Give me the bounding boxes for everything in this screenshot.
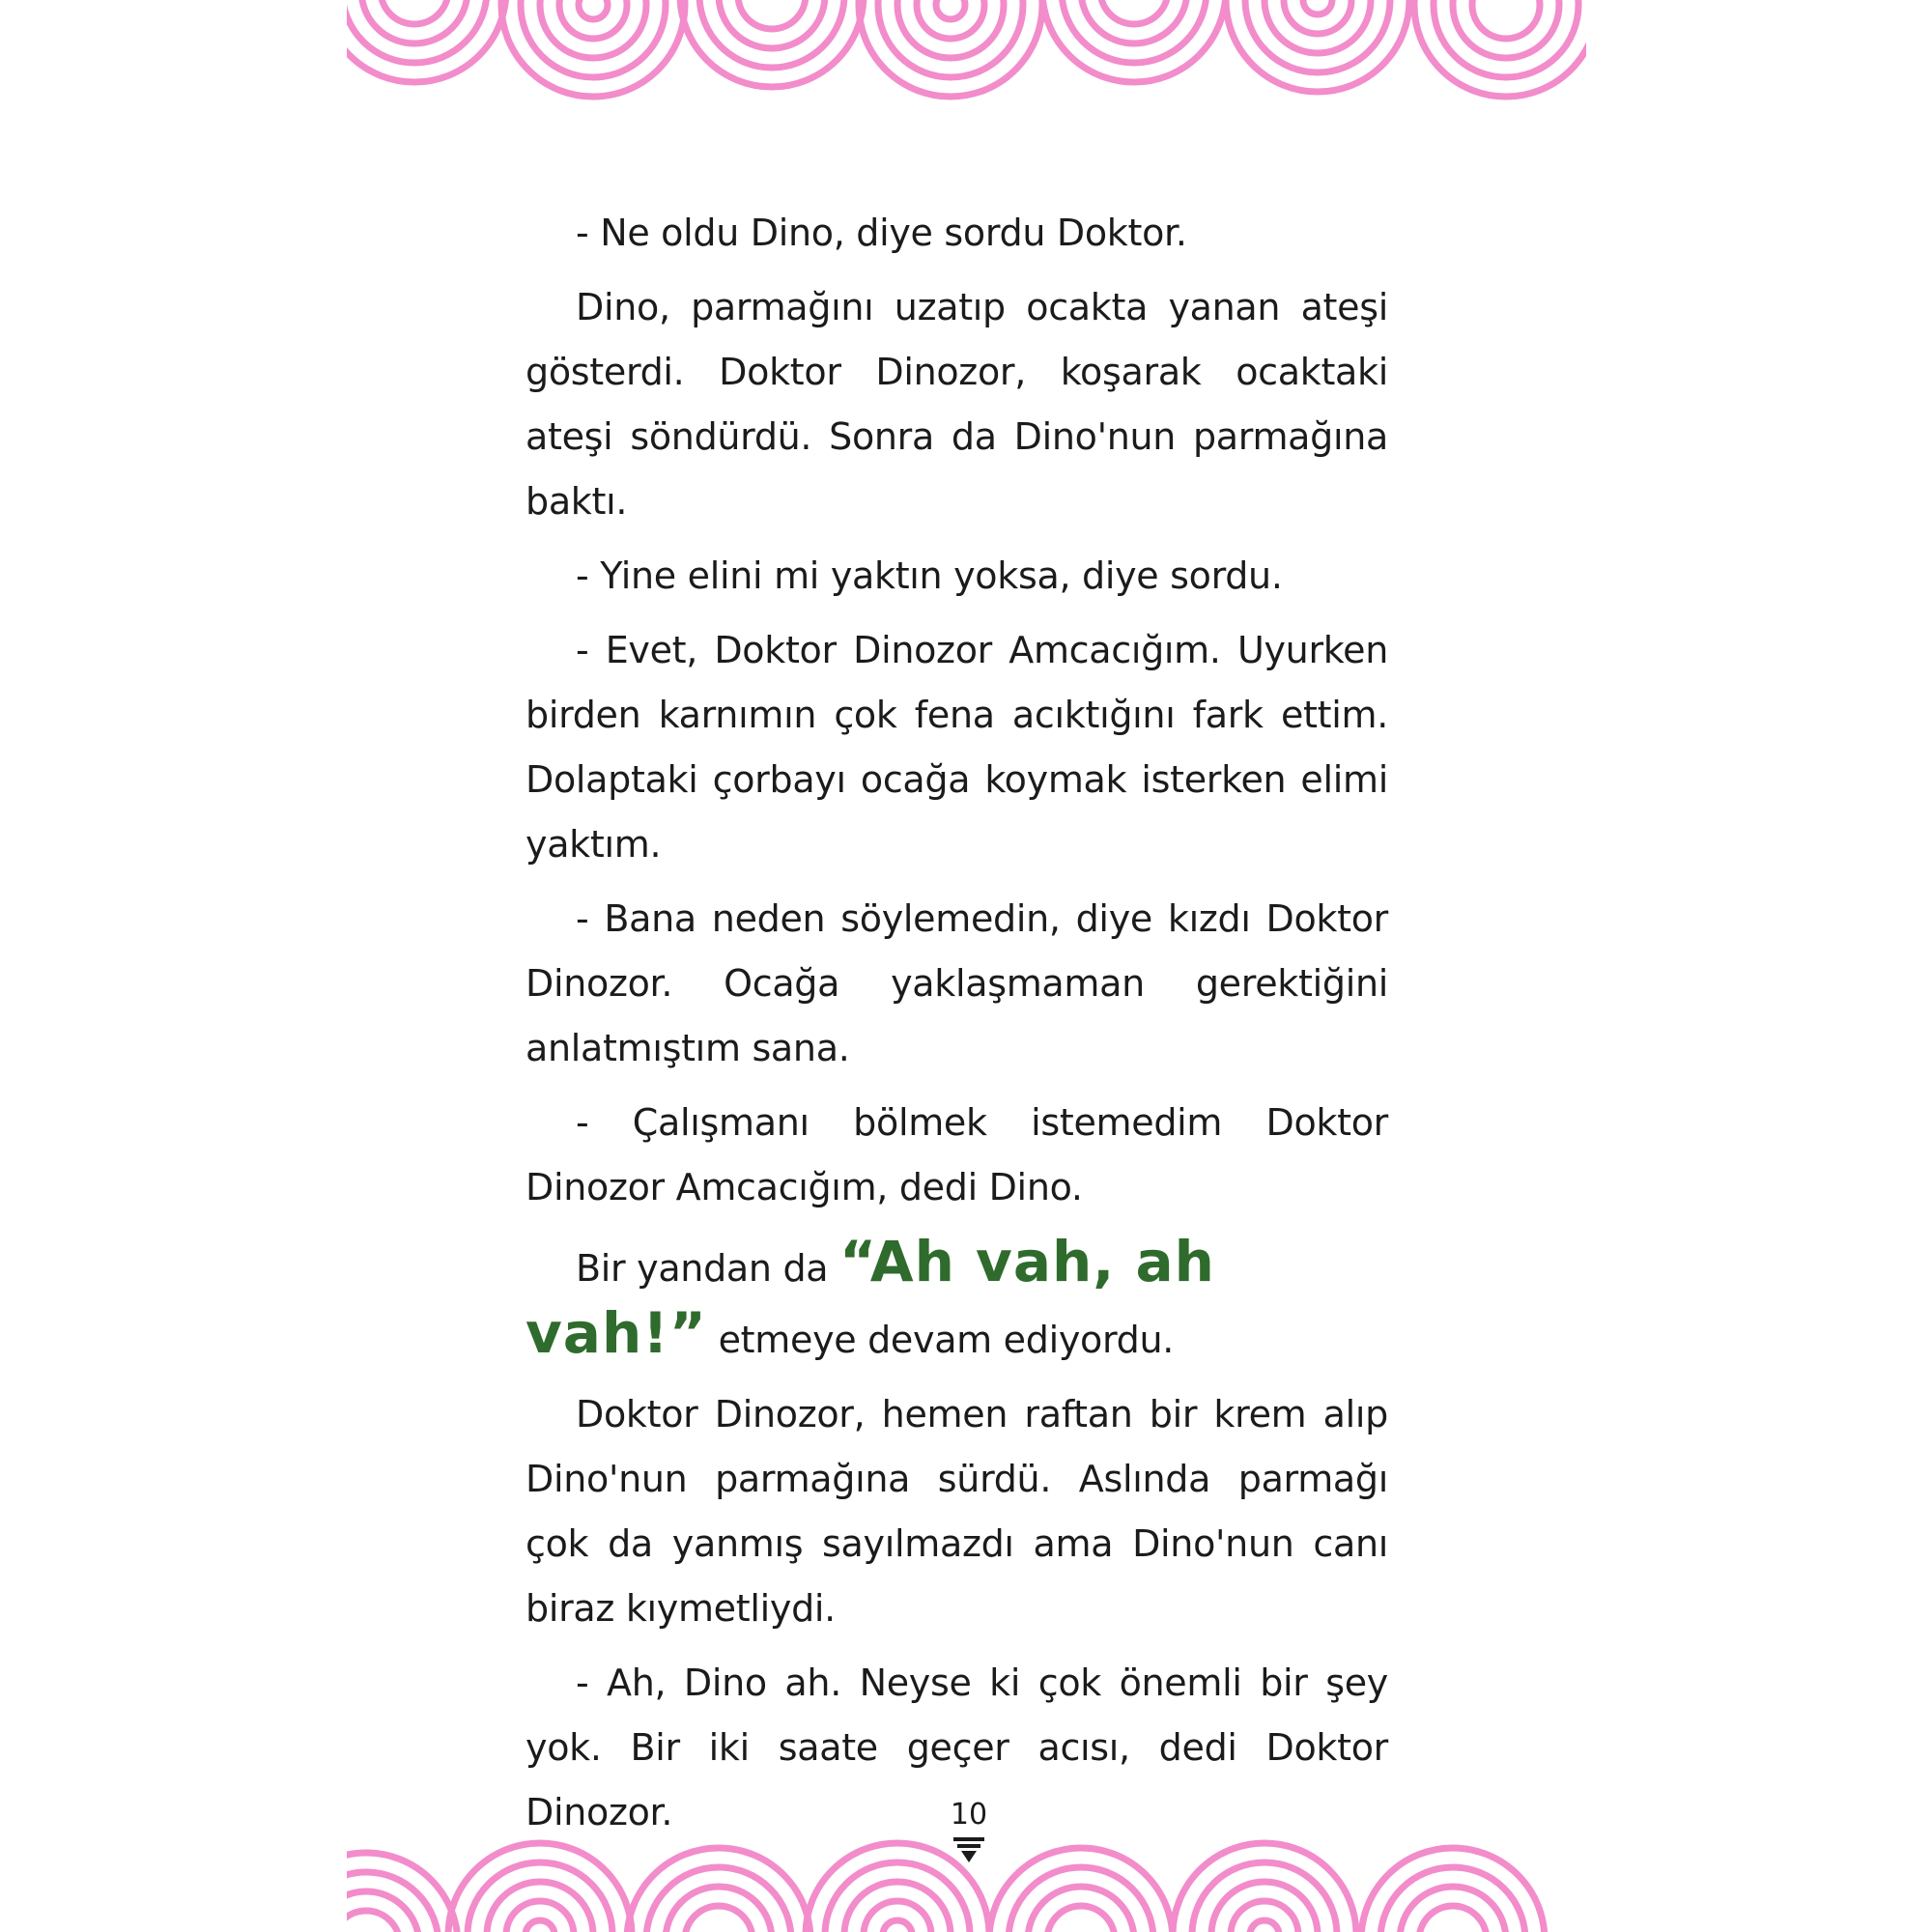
swirl-decoration <box>859 0 1042 97</box>
swirl-decoration <box>347 1853 458 1932</box>
book-page <box>347 0 1586 1932</box>
paragraph: - Ah, Dino ah. Neyse ki çok önemli bir şey yok. Bir iki saate geçer acısı, dedi Doktor Dinozor. <box>526 1662 1388 1833</box>
exclaim-after: etmeye devam ediyordu. <box>706 1319 1175 1361</box>
paragraph: - Evet, Doktor Dinozor Amcacığım. Uyurken birden karnımın çok fena acıktığını fark ettim. Dolaptaki çorbayı ocağa koymak isterken elimi yaktım. <box>526 629 1388 866</box>
top-swirl-border <box>347 0 1586 106</box>
paragraph: - Bana neden söylemedin, diye kızdı Doktor Dinozor. Ocağa yaklaşmaman gerektiğini anlatmıştım sana. <box>526 897 1388 1069</box>
swirl-decoration <box>680 0 864 87</box>
paragraph: - Ne oldu Dino, diye sordu Doktor. <box>576 212 1187 254</box>
paragraph: - Yine elini mi yaktın yoksa, diye sordu. <box>576 554 1283 597</box>
swirl-decoration <box>806 1843 989 1932</box>
swirl-decoration <box>1361 1848 1545 1932</box>
paragraph: Dino, parmağını uzatıp ocakta yanan ateşi gösterdi. Doktor Dinozor, koşarak ocaktaki ateşi söndürdü. Sonra da Dino'nun parmağına baktı. <box>526 286 1388 523</box>
swirl-decoration <box>989 1848 1173 1932</box>
swirl-decoration <box>1042 0 1226 82</box>
page-number: 10 <box>950 1798 988 1832</box>
swirl-decoration <box>1173 1843 1356 1932</box>
paragraph: Doktor Dinozor, hemen raftan bir krem alıp Dino'nun parmağına sürdü. Aslında parmağı çok da yanmış sayılmazdı ama Dino'nun canı biraz kıymetliydi. <box>526 1393 1388 1630</box>
bottom-swirl-border <box>347 1833 1586 1932</box>
paragraph: - Çalışmanı bölmek istemedim Doktor Dinozor Amcacığım, dedi Dino. <box>526 1101 1388 1208</box>
exclaim-highlight: “Ah vah, ah vah!” <box>526 1229 1215 1366</box>
swirl-decoration <box>627 1848 810 1932</box>
swirl-decoration <box>1226 0 1409 92</box>
swirl-decoration <box>1414 0 1586 97</box>
swirl-decoration <box>448 1843 632 1932</box>
exclaim-before: Bir yandan da <box>576 1247 840 1290</box>
story-text <box>526 201 1388 1855</box>
swirl-decoration <box>501 0 685 97</box>
swirl-decoration <box>347 0 506 82</box>
exclaim-paragraph <box>526 1230 1388 1373</box>
